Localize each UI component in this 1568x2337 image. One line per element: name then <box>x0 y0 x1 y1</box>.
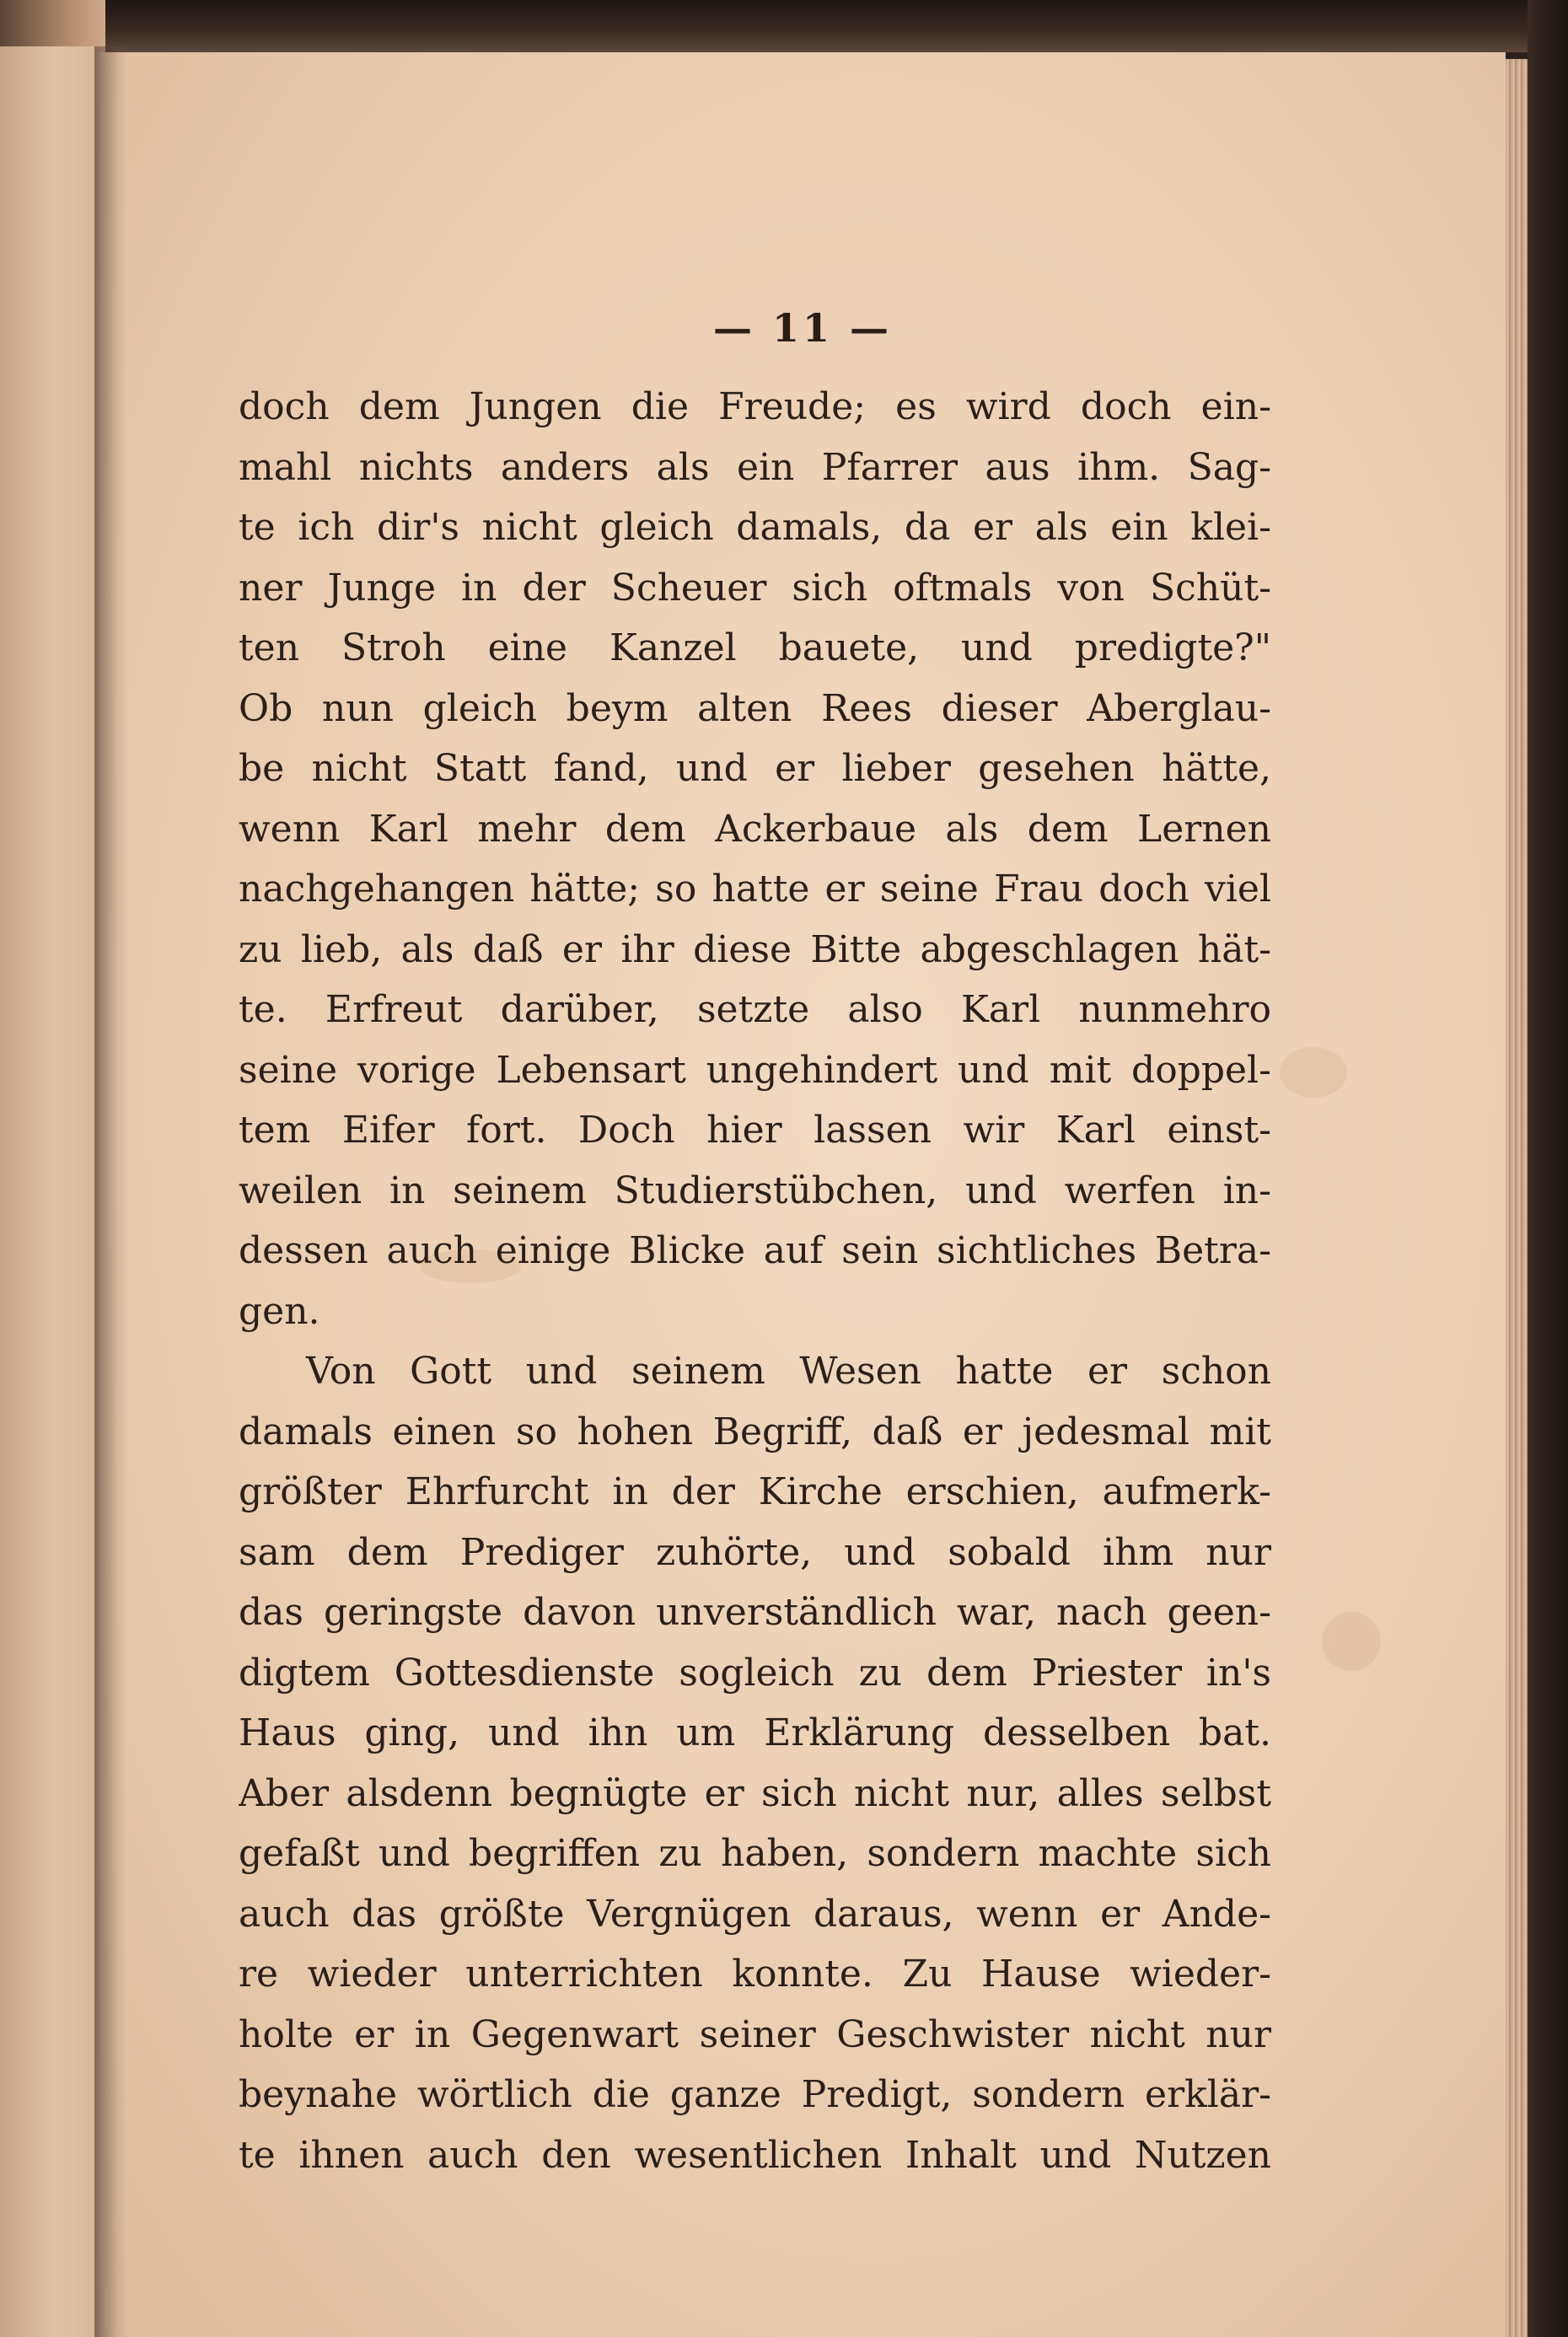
gutter-shadow <box>94 46 128 2337</box>
text-line: Von Gott und seinem Wesen hatte er schon <box>306 1350 1271 1393</box>
book-cover-top <box>0 0 1568 52</box>
text-line: wenn Karl mehr dem Ackerbaue als dem Lernen <box>239 807 1271 851</box>
book-cover-right <box>1528 0 1568 2337</box>
left-page-fragment <box>0 46 99 2337</box>
text-line: gefaßt und begriffen zu haben, sondern machte sich <box>239 1832 1271 1875</box>
text-line: das geringste davon unverständlich war, nach geen- <box>239 1591 1271 1634</box>
text-line: mahl nichts anders als ein Pfarrer aus ihm. Sag- <box>239 445 1271 489</box>
text-line: Haus ging, und ihn um Erklärung desselben bat. <box>239 1711 1271 1754</box>
foxing-spot <box>1280 1047 1347 1098</box>
foxing-spot <box>1322 1612 1381 1671</box>
text-line: re wieder unterrichten konnte. Zu Hause wieder- <box>239 1953 1271 1996</box>
text-line: be nicht Statt fand, und er lieber gesehen hätte, <box>239 747 1271 790</box>
text-line: te. Erfreut darüber, setzte also Karl nunmehro <box>239 988 1271 1031</box>
text-line: ner Junge in der Scheuer sich oftmals von Schüt- <box>239 566 1271 610</box>
text-line: ten Stroh eine Kanzel bauete, und predigte?" <box>239 626 1271 669</box>
page-edges <box>1506 59 1528 2337</box>
text-line: Ob nun gleich beym alten Rees dieser Aberglau- <box>239 686 1271 730</box>
body-text <box>239 377 1271 2185</box>
text-line: damals einen so hohen Begriff, daß er jedesmal mit <box>239 1410 1271 1453</box>
text-line: holte er in Gegenwart seiner Geschwister nicht nur <box>239 2012 1271 2056</box>
text-line: gen. <box>239 1289 320 1333</box>
text-line: te ihnen auch den wesentlichen Inhalt und Nutzen <box>239 2133 1271 2177</box>
text-line: dessen auch einige Blicke auf sein sichtliches Betra- <box>239 1229 1271 1272</box>
text-line: größter Ehrfurcht in der Kirche erschien, aufmerk- <box>239 1470 1271 1513</box>
book-page <box>99 52 1506 2337</box>
text-line: te ich dir's nicht gleich damals, da er als ein klei- <box>239 506 1271 549</box>
text-line: zu lieb, als daß er ihr diese Bitte abgeschlagen hät- <box>239 927 1271 971</box>
text-line: weilen in seinem Studierstübchen, und werfen in- <box>239 1168 1271 1212</box>
text-line: Aber alsdenn begnügte er sich nicht nur, alles selbst <box>239 1771 1271 1815</box>
text-line: auch das größte Vergnügen daraus, wenn er Ande- <box>239 1892 1271 1936</box>
text-line: digtem Gottesdienste sogleich zu dem Priester in's <box>239 1651 1271 1695</box>
text-line: sam dem Prediger zuhörte, und sobald ihm nur <box>239 1530 1271 1574</box>
text-line: beynahe wörtlich die ganze Predigt, sondern erklär- <box>239 2073 1271 2116</box>
text-line: tem Eifer fort. Doch hier lassen wir Karl einst- <box>239 1109 1271 1152</box>
text-line: doch dem Jungen die Freude; es wird doch ein- <box>239 385 1271 428</box>
text-line: seine vorige Lebensart ungehindert und mit doppel- <box>239 1048 1271 1092</box>
page-number-header: — 11 — <box>712 305 893 351</box>
text-line: nachgehangen hätte; so hatte er seine Frau doch viel <box>239 868 1271 911</box>
